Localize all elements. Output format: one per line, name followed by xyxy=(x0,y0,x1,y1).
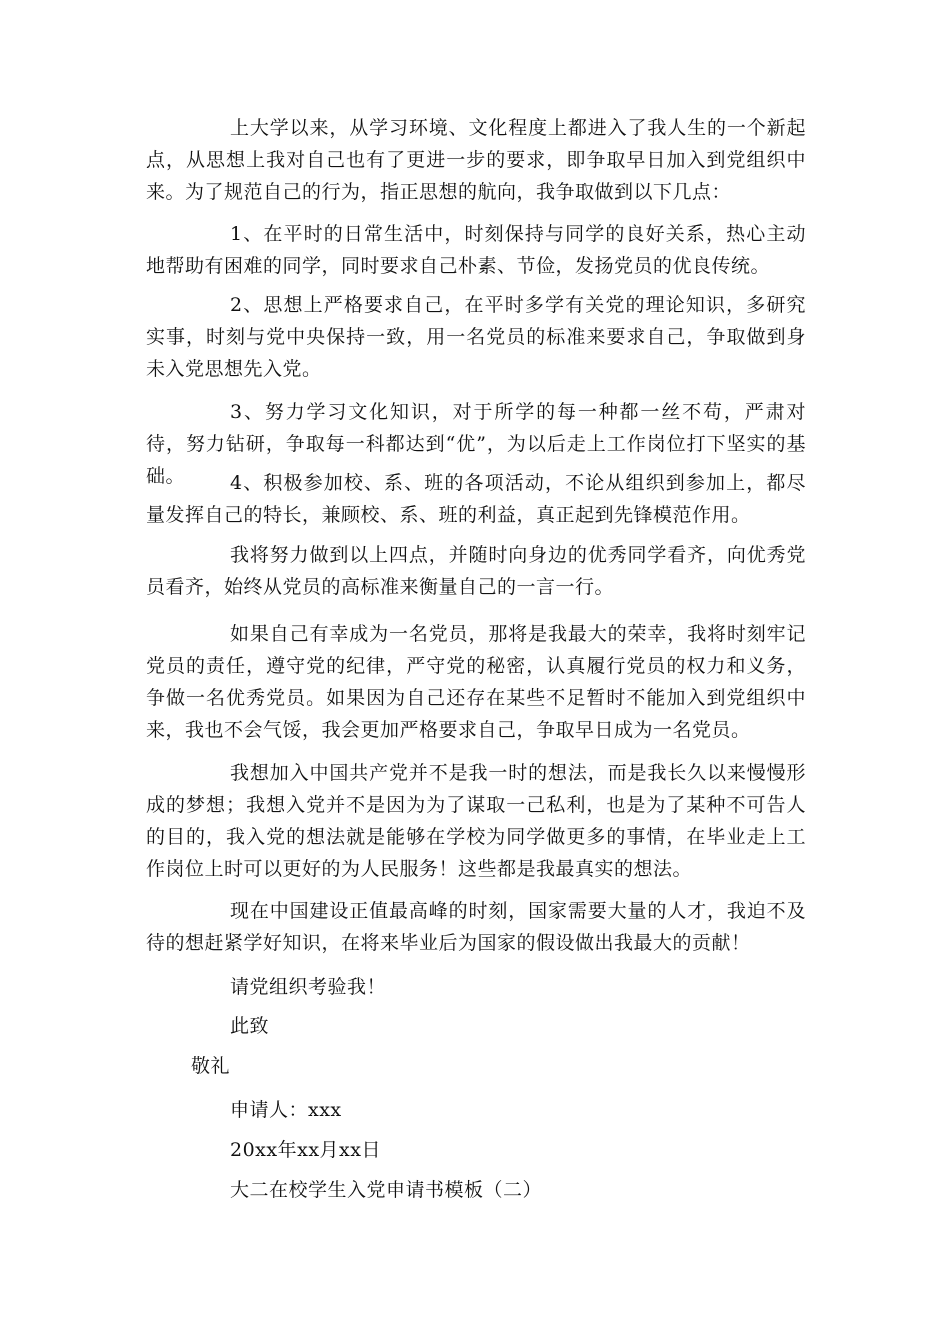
paragraph-motivation: 我想加入中国共产党并不是我一时的想法，而是我长久以来慢慢形成的梦想；我想入党并不是因为为了谋取一己私利，也是为了某种不可告人的目的，我入党的想法就是能够在学校为同学做更多的事情，在毕业走上工作岗位上时可以更好的为人民服务！这些都是我最真实的想法。 xyxy=(146,762,806,880)
application-date: 20xx年xx月xx日 xyxy=(230,1139,381,1161)
paragraph-honor: 如果自己有幸成为一名党员，那将是我最大的荣幸，我将时刻牢记党员的责任，遵守党的纪律，严守党的秘密，认真履行党员的权力和义务，争做一名优秀党员。如果因为自己还存在某些不足暂时不能加入到党组织中来，我也不会气馁，我会更加严格要求自己，争取早日成为一名党员。 xyxy=(146,623,806,741)
paragraph-contribution: 现在中国建设正值最高峰的时刻，国家需要大量的人才，我迫不及待的想赶紧学好知识，在将来毕业后为国家的假设做出我最大的贡献！ xyxy=(146,900,806,954)
salutation-cizhi: 此致 xyxy=(230,1015,270,1037)
closing-request: 请党组织考验我！ xyxy=(230,976,387,998)
paragraph-commitment: 我将努力做到以上四点，并随时向身边的优秀同学看齐，向优秀党员看齐，始终从党员的高标准来衡量自己的一言一行。 xyxy=(146,544,806,598)
paragraph-point-3: 3、努力学习文化知识，对于所学的每一种都一丝不苟，严肃对待，努力钻研，争取每一科都达到“优”，为以后走上工作岗位打下坚实的基础。 xyxy=(146,401,806,487)
salutation-jingli: 敬礼 xyxy=(191,1055,231,1077)
paragraph-point-1: 1、在平时的日常生活中，时刻保持与同学的良好关系，热心主动地帮助有困难的同学，同时要求自己朴素、节俭，发扬党员的优良传统。 xyxy=(146,223,806,277)
applicant-signature: 申请人：xxx xyxy=(230,1099,342,1121)
next-template-title: 大二在校学生入党申请书模板（二） xyxy=(230,1179,543,1201)
paragraph-intro: 上大学以来，从学习环境、文化程度上都进入了我人生的一个新起点，从思想上我对自己也有了更进一步的要求，即争取早日加入到党组织中来。为了规范自己的行为，指正思想的航向，我争取做到以下几点： xyxy=(146,117,806,203)
paragraph-point-2: 2、思想上严格要求自己，在平时多学有关党的理论知识，多研究实事，时刻与党中央保持一致，用一名党员的标准来要求自己，争取做到身未入党思想先入党。 xyxy=(146,294,806,380)
paragraph-point-4: 4、积极参加校、系、班的各项活动，不论从组织到参加上，都尽量发挥自己的特长，兼顾校、系、班的利益，真正起到先锋模范作用。 xyxy=(146,472,806,526)
